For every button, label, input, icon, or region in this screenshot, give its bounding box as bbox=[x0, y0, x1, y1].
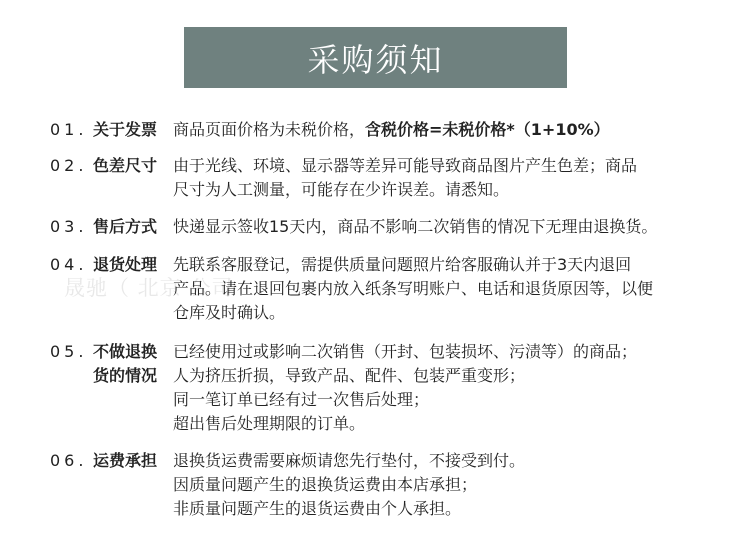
item-line: 快递显示签收15天内，商品不影响二次销售的情况下无理由退换货。 bbox=[173, 217, 658, 236]
item-line: 人为挤压折损，导致产品、配件、包装严重变形； bbox=[173, 366, 526, 385]
item-title: 关于发票 bbox=[93, 120, 158, 139]
item-line: 由于光线、环境、显示器等差异可能导致商品图片产生色差；商品 bbox=[173, 156, 638, 175]
item-line: 退换货运费需要麻烦请您先行垫付，不接受到付。 bbox=[173, 451, 526, 470]
item-line: 因质量问题产生的退换货运费由本店承担； bbox=[173, 475, 478, 494]
item-text bbox=[173, 340, 733, 436]
item-title: 运费承担 bbox=[93, 451, 158, 470]
item-text bbox=[173, 215, 733, 239]
page-title: 采购须知 bbox=[307, 40, 444, 79]
item-text bbox=[173, 118, 733, 142]
item-line: 尺寸为人工测量，可能存在少许误差。请悉知。 bbox=[173, 180, 510, 199]
item-line: 仓库及时确认。 bbox=[173, 303, 286, 322]
item-number: 03. bbox=[50, 217, 88, 236]
line-text-bold: 含税价格=未税价格*（1+10%） bbox=[365, 120, 610, 139]
item-title: 不做退换货的情况 bbox=[93, 342, 158, 385]
item-line: 非质量问题产生的退货运费由个人承担。 bbox=[173, 499, 462, 518]
item-text bbox=[173, 253, 733, 325]
item-line: 先联系客服登记，需提供质量问题照片给客服确认并于3天内退回 bbox=[173, 255, 632, 274]
item-title: 色差尺寸 bbox=[93, 156, 158, 175]
item-line: 产品。请在退回包裹内放入纸条写明账户、电话和退货原因等，以便 bbox=[173, 279, 654, 298]
watermark: 晟驰（ 北京 公司 bbox=[64, 276, 234, 300]
item-number: 05. bbox=[50, 342, 88, 361]
item-number: 01. bbox=[50, 120, 88, 139]
line-text: 商品页面价格为未税价格， bbox=[173, 120, 366, 139]
item-title: 售后方式 bbox=[93, 217, 158, 236]
item-text bbox=[173, 449, 733, 521]
item-line: 超出售后处理期限的订单。 bbox=[173, 414, 366, 433]
item-line bbox=[173, 118, 733, 142]
item-number: 04. bbox=[50, 255, 88, 274]
item-number: 02. bbox=[50, 156, 88, 175]
item-title: 退货处理 bbox=[93, 255, 158, 274]
item-line: 已经使用过或影响二次销售（开封、包装损坏、污渍等）的商品； bbox=[173, 342, 638, 361]
item-number: 06. bbox=[50, 451, 88, 470]
item-line: 同一笔订单已经有过一次售后处理； bbox=[173, 390, 430, 409]
item-text bbox=[173, 154, 733, 202]
